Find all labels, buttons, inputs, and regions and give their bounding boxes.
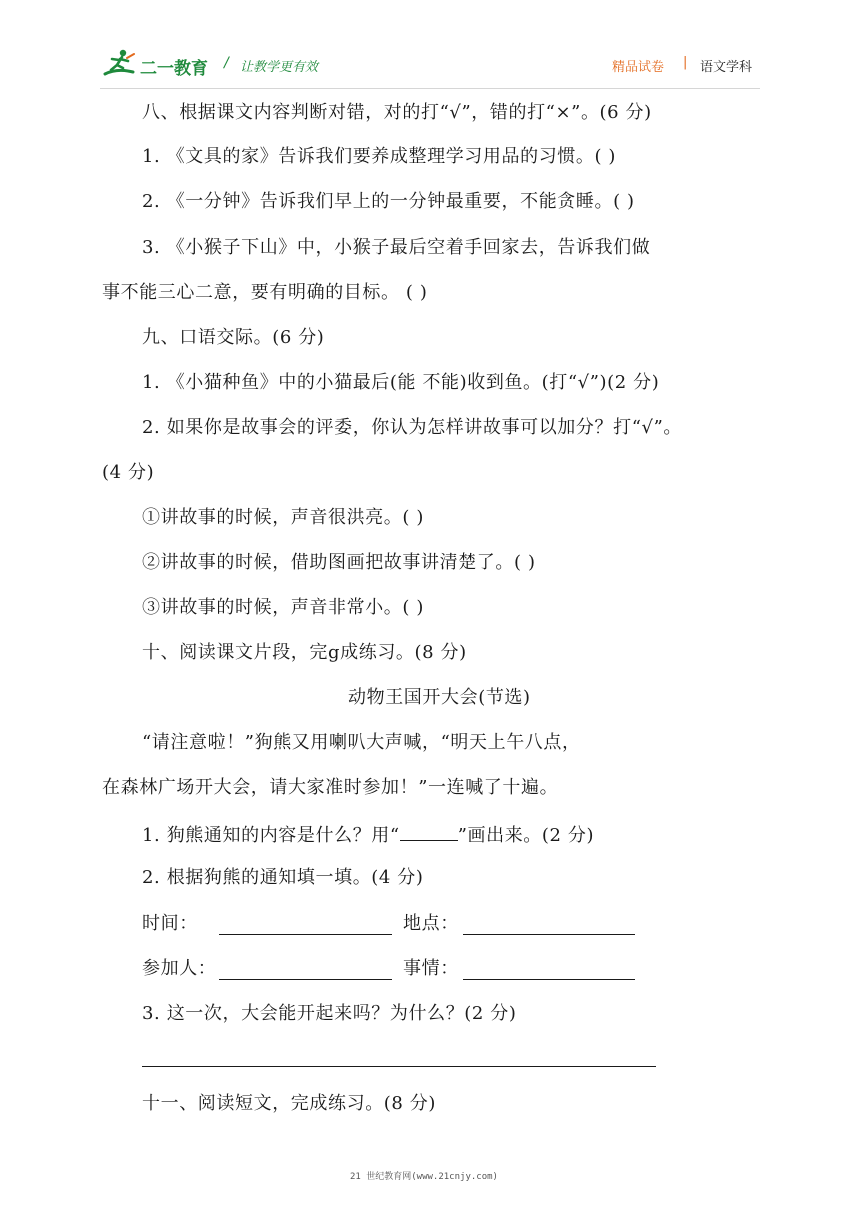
- underline-sample: [400, 822, 458, 841]
- section10-title: 十、阅读课文片段，完g成练习。(8 分): [142, 642, 467, 663]
- section9-q1: 1. 《小猫种鱼》中的小猫最后(能 不能)收到鱼。(打“√”)(2 分): [142, 372, 660, 393]
- subject-label: 语文学科: [700, 60, 753, 75]
- label-matter: 事情：: [403, 958, 459, 979]
- passage-title: 动物王国开大会(节选): [348, 687, 531, 708]
- header-slash: /: [224, 55, 229, 71]
- tag-label: 精品试卷: [612, 60, 665, 75]
- section10-q1-prefix: 1. 狗熊通知的内容是什么？用“: [142, 825, 400, 846]
- section8-q3-line1: 3. 《小猴子下山》中，小猴子最后空着手回家去，告诉我们做: [142, 237, 651, 258]
- section9-q2-line2: (4 分): [102, 462, 155, 483]
- label-time: 时间：: [142, 913, 198, 934]
- section8-title: 八、根据课文内容判断对错，对的打“√”，错的打“×”。(6 分): [142, 102, 652, 123]
- section11-title: 十一、阅读短文，完成练习。(8 分): [142, 1093, 437, 1114]
- runner-logo-icon: [103, 48, 137, 78]
- answer-line-place[interactable]: [463, 934, 635, 935]
- section8-q1: 1. 《文具的家》告诉我们要养成整理学习用品的习惯。( ): [142, 146, 617, 167]
- footer-text: 21 世纪教育网(www.21cnjy.com): [350, 1172, 498, 1182]
- section10-q1-suffix: ”画出来。(2 分): [457, 825, 595, 846]
- answer-line-q3[interactable]: [142, 1066, 656, 1067]
- section9-q2-line1: 2. 如果你是故事会的评委，你认为怎样讲故事可以加分？打“√”。: [142, 417, 682, 438]
- answer-line-time[interactable]: [219, 934, 392, 935]
- section8-q3-line2: 事不能三心二意，要有明确的目标。 ( ): [102, 282, 428, 303]
- header-divider-line: [100, 88, 760, 89]
- slogan: 让教学更有效: [240, 60, 319, 75]
- answer-line-matter[interactable]: [463, 979, 635, 980]
- passage-line2: 在森林广场开大会，请大家准时参加！”一连喊了十遍。: [102, 777, 559, 798]
- section10-q3: 3. 这一次，大会能开起来吗？为什么？(2 分): [142, 1003, 517, 1024]
- section9-option2: ②讲故事的时候，借助图画把故事讲清楚了。( ): [142, 552, 536, 573]
- brand-logo: [103, 48, 137, 78]
- section9-option3: ③讲故事的时候，声音非常小。( ): [142, 597, 424, 618]
- section9-title: 九、口语交际。(6 分): [142, 327, 325, 348]
- label-attendees: 参加人：: [142, 958, 217, 979]
- brand-name: 二一教育: [140, 59, 208, 79]
- header-divider: |: [683, 55, 688, 70]
- answer-line-attendees[interactable]: [219, 979, 392, 980]
- section8-q2: 2. 《一分钟》告诉我们早上的一分钟最重要，不能贪睡。( ): [142, 191, 635, 212]
- section10-q2: 2. 根据狗熊的通知填一填。(4 分): [142, 867, 424, 888]
- section9-option1: ①讲故事的时候，声音很洪亮。( ): [142, 507, 424, 528]
- label-place: 地点：: [403, 913, 459, 934]
- passage-line1: “请注意啦！”狗熊又用喇叭大声喊，“明天上午八点，: [142, 732, 581, 753]
- section10-q1: [142, 822, 594, 847]
